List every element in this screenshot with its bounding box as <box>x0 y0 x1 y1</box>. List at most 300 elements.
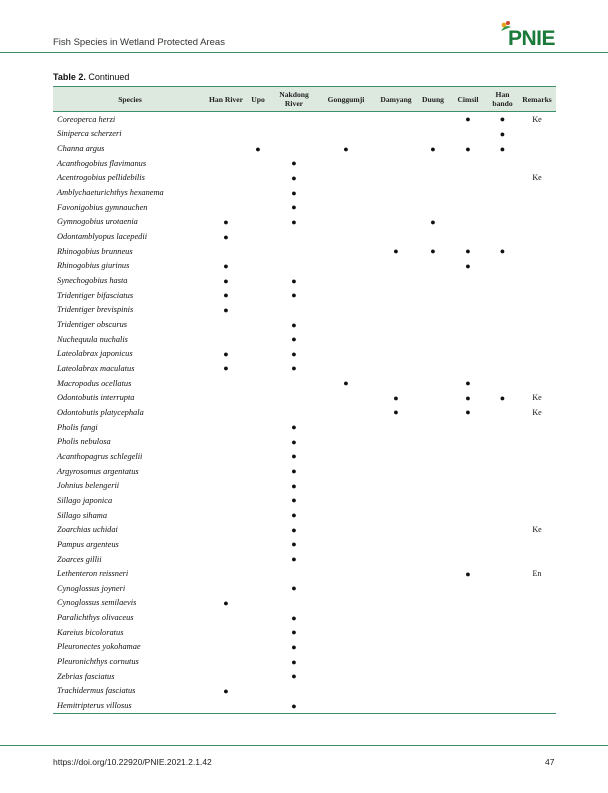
presence-cell <box>487 537 518 552</box>
presence-cell <box>317 464 375 479</box>
table-row <box>53 537 556 552</box>
presence-cell <box>207 478 245 493</box>
presence-cell: ● <box>499 128 506 139</box>
presence-cell <box>207 156 245 171</box>
presence-cell: ● <box>291 275 297 286</box>
presence-cell <box>245 200 271 215</box>
remarks-cell <box>518 654 556 669</box>
species-name: Gymnogobius urotaenia <box>57 217 138 227</box>
table-row <box>53 610 556 625</box>
presence-cell <box>245 464 271 479</box>
presence-cell <box>245 317 271 332</box>
table-row <box>53 654 556 669</box>
col-header-duung: Duung <box>417 87 449 112</box>
table-row <box>53 449 556 464</box>
presence-cell <box>271 229 317 244</box>
presence-cell <box>317 581 375 596</box>
presence-cell <box>487 259 518 274</box>
table-row <box>53 405 556 420</box>
presence-cell <box>245 185 271 200</box>
presence-cell: ● <box>291 216 297 227</box>
presence-cell <box>245 684 271 699</box>
presence-cell <box>245 112 271 127</box>
presence-cell <box>317 361 375 376</box>
presence-cell: ● <box>465 568 471 579</box>
presence-cell <box>375 625 417 640</box>
presence-cell <box>245 376 271 391</box>
presence-cell <box>375 493 417 508</box>
presence-cell: ● <box>291 466 297 477</box>
presence-cell <box>487 596 518 611</box>
presence-cell <box>375 478 417 493</box>
species-name: Cynoglossus joyneri <box>57 583 126 593</box>
presence-cell <box>207 552 245 567</box>
presence-cell <box>317 654 375 669</box>
remarks-cell <box>518 317 556 332</box>
presence-cell <box>245 478 271 493</box>
presence-cell <box>207 449 245 464</box>
presence-cell <box>207 537 245 552</box>
presence-cell <box>317 127 375 142</box>
table-row <box>53 156 556 171</box>
col-header-gonggumji: Gonggumji <box>317 87 375 112</box>
presence-cell <box>449 185 487 200</box>
table-header-row <box>53 87 556 112</box>
presence-cell: ● <box>291 495 297 506</box>
presence-cell <box>487 288 518 303</box>
table-row <box>53 566 556 581</box>
species-name: Trachidermus fasciatus <box>57 686 136 696</box>
presence-cell <box>317 171 375 186</box>
presence-cell <box>487 610 518 625</box>
presence-cell <box>487 449 518 464</box>
presence-cell <box>449 654 487 669</box>
presence-cell <box>449 596 487 611</box>
presence-cell: ● <box>499 114 506 125</box>
presence-cell <box>271 405 317 420</box>
presence-cell <box>245 669 271 684</box>
presence-cell <box>207 508 245 523</box>
presence-cell <box>271 596 317 611</box>
remarks-cell <box>518 610 556 625</box>
presence-cell: ● <box>223 275 229 286</box>
presence-cell <box>417 361 449 376</box>
presence-cell <box>375 684 417 699</box>
presence-cell: ● <box>465 378 471 389</box>
presence-cell: ● <box>430 143 436 154</box>
table-row <box>53 273 556 288</box>
presence-cell <box>487 566 518 581</box>
presence-cell <box>417 625 449 640</box>
presence-cell <box>207 376 245 391</box>
species-name: Rhinogobius giurinus <box>57 261 130 271</box>
presence-cell <box>375 185 417 200</box>
col-header-remarks: Remarks <box>518 87 556 112</box>
presence-cell: ● <box>291 334 297 345</box>
presence-cell <box>317 552 375 567</box>
presence-cell <box>375 347 417 362</box>
presence-cell <box>449 581 487 596</box>
species-name: Favonigobius gymnauchen <box>57 202 148 212</box>
presence-cell <box>317 610 375 625</box>
presence-cell <box>449 361 487 376</box>
presence-cell <box>271 259 317 274</box>
table-row <box>53 332 556 347</box>
presence-cell <box>487 625 518 640</box>
presence-cell <box>245 640 271 655</box>
species-name: Pholis fangi <box>57 422 98 432</box>
presence-cell <box>245 361 271 376</box>
presence-cell <box>417 698 449 713</box>
presence-cell: ● <box>291 172 297 183</box>
species-name: Paralichthys olivaceus <box>57 613 134 623</box>
presence-cell <box>317 625 375 640</box>
presence-cell <box>417 478 449 493</box>
presence-cell: ● <box>393 392 399 403</box>
presence-cell: ● <box>430 216 436 227</box>
presence-cell <box>207 244 245 259</box>
presence-cell: ● <box>223 363 229 374</box>
remarks-cell <box>518 581 556 596</box>
presence-cell <box>245 508 271 523</box>
species-name: Sillago sihama <box>57 510 108 520</box>
presence-cell <box>375 640 417 655</box>
remarks-cell <box>518 493 556 508</box>
presence-cell <box>417 508 449 523</box>
presence-cell <box>317 156 375 171</box>
presence-cell: ● <box>291 422 297 433</box>
presence-cell <box>449 449 487 464</box>
table-row <box>53 493 556 508</box>
table-row <box>53 478 556 493</box>
presence-cell <box>449 171 487 186</box>
presence-cell <box>271 390 317 405</box>
species-name: Tridentiger brevispinis <box>57 305 134 315</box>
table-row <box>53 376 556 391</box>
remarks-cell <box>518 303 556 318</box>
remarks-cell <box>518 141 556 156</box>
presence-cell <box>449 273 487 288</box>
presence-cell <box>207 493 245 508</box>
remarks-cell <box>518 244 556 259</box>
presence-cell <box>375 596 417 611</box>
presence-cell <box>317 317 375 332</box>
remarks-cell: En <box>532 569 542 579</box>
table-row <box>53 625 556 640</box>
presence-cell <box>375 317 417 332</box>
presence-cell <box>487 273 518 288</box>
presence-cell: ● <box>291 524 297 535</box>
species-name: Sillago japonica <box>57 495 113 505</box>
remarks-cell <box>518 376 556 391</box>
col-header-damyang: Damyang <box>375 87 417 112</box>
presence-cell <box>207 185 245 200</box>
doi-link[interactable]: https://doi.org/10.22920/PNIE.2021.2.1.42 <box>53 757 212 767</box>
presence-cell <box>375 259 417 274</box>
presence-cell <box>375 420 417 435</box>
presence-cell: ● <box>291 480 297 491</box>
presence-cell <box>245 420 271 435</box>
presence-cell <box>487 156 518 171</box>
species-name: Odontamblyopus lacepedii <box>57 232 148 242</box>
presence-cell <box>375 449 417 464</box>
presence-cell <box>417 610 449 625</box>
presence-cell <box>449 640 487 655</box>
presence-cell: ● <box>499 246 506 257</box>
presence-cell <box>317 405 375 420</box>
presence-cell <box>317 684 375 699</box>
presence-cell <box>245 127 271 142</box>
remarks-cell <box>518 185 556 200</box>
presence-cell <box>375 200 417 215</box>
table-row <box>53 522 556 537</box>
remarks-cell <box>518 596 556 611</box>
species-name: Odontobutis platycephala <box>57 407 144 417</box>
presence-cell: ● <box>291 290 297 301</box>
presence-cell <box>207 390 245 405</box>
presence-cell <box>271 244 317 259</box>
col-header-nakdong-river: Nakdong River <box>271 87 317 112</box>
presence-cell <box>375 669 417 684</box>
presence-cell: ● <box>291 539 297 550</box>
presence-cell <box>317 596 375 611</box>
remarks-cell <box>518 669 556 684</box>
presence-cell <box>375 537 417 552</box>
remarks-cell <box>518 434 556 449</box>
species-name: Lateolabrax japonicus <box>57 349 133 359</box>
presence-cell <box>417 112 449 127</box>
presence-cell <box>317 508 375 523</box>
remarks-cell <box>518 508 556 523</box>
presence-cell <box>417 200 449 215</box>
presence-cell: ● <box>465 114 471 125</box>
col-header-species: Species <box>53 87 207 112</box>
remarks-cell <box>518 625 556 640</box>
footer-divider <box>0 745 608 746</box>
table-row <box>53 347 556 362</box>
presence-cell <box>375 332 417 347</box>
presence-cell <box>207 420 245 435</box>
species-name: Odontobutis interrupta <box>57 393 135 403</box>
species-name: Synechogobius hasta <box>57 276 128 286</box>
presence-cell <box>449 522 487 537</box>
presence-cell <box>207 405 245 420</box>
species-name: Acanthogobius flavimanus <box>57 158 147 168</box>
col-header-upo: Upo <box>245 87 271 112</box>
presence-cell <box>487 361 518 376</box>
table-row <box>53 141 556 156</box>
presence-cell <box>487 229 518 244</box>
presence-cell: ● <box>291 319 297 330</box>
presence-cell <box>317 390 375 405</box>
presence-cell <box>271 303 317 318</box>
presence-cell <box>417 303 449 318</box>
presence-cell: ● <box>291 202 297 213</box>
presence-cell <box>271 112 317 127</box>
presence-cell <box>417 449 449 464</box>
presence-cell <box>245 537 271 552</box>
presence-cell <box>417 317 449 332</box>
presence-cell <box>271 376 317 391</box>
presence-cell <box>487 420 518 435</box>
presence-cell <box>449 332 487 347</box>
presence-cell <box>207 640 245 655</box>
presence-cell <box>317 112 375 127</box>
presence-cell: ● <box>291 656 297 667</box>
presence-cell <box>449 684 487 699</box>
presence-cell <box>449 288 487 303</box>
presence-cell <box>245 625 271 640</box>
presence-cell <box>487 347 518 362</box>
remarks-cell: Ke <box>532 173 542 183</box>
presence-cell <box>317 244 375 259</box>
presence-cell <box>487 376 518 391</box>
presence-cell <box>487 522 518 537</box>
presence-cell: ● <box>223 685 229 696</box>
table-row <box>53 171 556 186</box>
table-row <box>53 640 556 655</box>
presence-cell <box>417 566 449 581</box>
species-name: Johnius belengerii <box>57 481 120 491</box>
presence-cell: ● <box>223 304 229 315</box>
presence-cell: ● <box>343 378 349 389</box>
presence-cell <box>449 508 487 523</box>
species-name: Pholis nebulosa <box>57 437 111 447</box>
presence-cell: ● <box>271 698 317 713</box>
presence-cell <box>417 171 449 186</box>
species-name: Nuchequula nuchalis <box>57 334 128 344</box>
table-row <box>53 288 556 303</box>
presence-cell <box>375 610 417 625</box>
presence-cell <box>417 464 449 479</box>
presence-cell <box>449 610 487 625</box>
presence-cell <box>417 259 449 274</box>
presence-cell <box>271 566 317 581</box>
presence-cell <box>417 273 449 288</box>
presence-cell <box>375 566 417 581</box>
presence-cell <box>317 229 375 244</box>
presence-cell: ● <box>465 246 471 257</box>
presence-cell <box>375 522 417 537</box>
presence-cell <box>317 420 375 435</box>
presence-cell <box>245 288 271 303</box>
presence-cell <box>487 684 518 699</box>
presence-cell: ● <box>255 143 261 154</box>
logo-text: PNIE <box>508 27 556 50</box>
presence-cell <box>417 581 449 596</box>
presence-cell: ● <box>393 246 399 257</box>
remarks-cell <box>518 537 556 552</box>
species-name: Pleuronectes yokohamae <box>57 642 141 652</box>
presence-cell <box>417 185 449 200</box>
remarks-cell: Ke <box>532 407 542 417</box>
presence-cell <box>449 200 487 215</box>
presence-cell: ● <box>291 451 297 462</box>
presence-cell <box>417 229 449 244</box>
presence-cell: ● <box>291 554 297 565</box>
presence-cell <box>375 229 417 244</box>
remarks-cell: Ke <box>532 525 542 535</box>
presence-cell <box>317 259 375 274</box>
presence-cell <box>207 669 245 684</box>
presence-cell: ● <box>465 143 471 154</box>
presence-cell: ● <box>291 583 297 594</box>
presence-cell: ● <box>223 216 229 227</box>
presence-cell: ● <box>291 627 297 638</box>
species-name: Acanthopagrus schlegelii <box>57 451 143 461</box>
presence-cell <box>207 625 245 640</box>
presence-cell <box>271 684 317 699</box>
presence-cell <box>245 581 271 596</box>
species-name: Cynoglossus semilaevis <box>57 598 137 608</box>
presence-cell <box>317 669 375 684</box>
species-name: Channa argus <box>57 144 105 154</box>
presence-cell <box>449 229 487 244</box>
species-name: Kareius bicoloratus <box>57 627 124 637</box>
header-divider <box>0 52 608 53</box>
presence-cell <box>417 390 449 405</box>
species-name: Acentrogobius pellidebilis <box>57 173 145 183</box>
presence-cell: ● <box>223 348 229 359</box>
presence-cell <box>375 288 417 303</box>
presence-cell <box>207 332 245 347</box>
table-row <box>53 581 556 596</box>
remarks-cell <box>518 420 556 435</box>
presence-cell <box>449 698 487 713</box>
presence-cell <box>417 434 449 449</box>
presence-cell <box>417 684 449 699</box>
presence-cell <box>375 171 417 186</box>
table-row <box>53 244 556 259</box>
presence-cell <box>449 552 487 567</box>
presence-cell <box>245 332 271 347</box>
presence-cell <box>417 347 449 362</box>
remarks-cell <box>518 200 556 215</box>
presence-cell <box>375 303 417 318</box>
presence-cell <box>207 522 245 537</box>
presence-cell <box>375 127 417 142</box>
species-table <box>53 86 556 714</box>
remarks-cell <box>518 273 556 288</box>
remarks-cell <box>518 449 556 464</box>
presence-cell <box>487 200 518 215</box>
table-row <box>53 596 556 611</box>
table-caption <box>53 72 129 82</box>
presence-cell <box>207 581 245 596</box>
species-name: Zebrias fasciatus <box>57 671 115 681</box>
presence-cell <box>245 698 271 713</box>
presence-cell <box>417 537 449 552</box>
presence-cell: ● <box>291 641 297 652</box>
presence-cell <box>417 493 449 508</box>
presence-cell <box>449 127 487 142</box>
presence-cell <box>245 610 271 625</box>
presence-cell: ● <box>291 348 297 359</box>
remarks-cell <box>518 127 556 142</box>
presence-cell <box>317 698 375 713</box>
presence-cell: ● <box>291 436 297 447</box>
presence-cell <box>487 434 518 449</box>
presence-cell: ● <box>465 260 471 271</box>
presence-cell <box>487 493 518 508</box>
presence-cell <box>207 434 245 449</box>
presence-cell <box>207 464 245 479</box>
presence-cell <box>207 200 245 215</box>
presence-cell <box>375 434 417 449</box>
presence-cell <box>207 127 245 142</box>
table-row <box>53 127 556 142</box>
presence-cell: ● <box>223 597 229 608</box>
